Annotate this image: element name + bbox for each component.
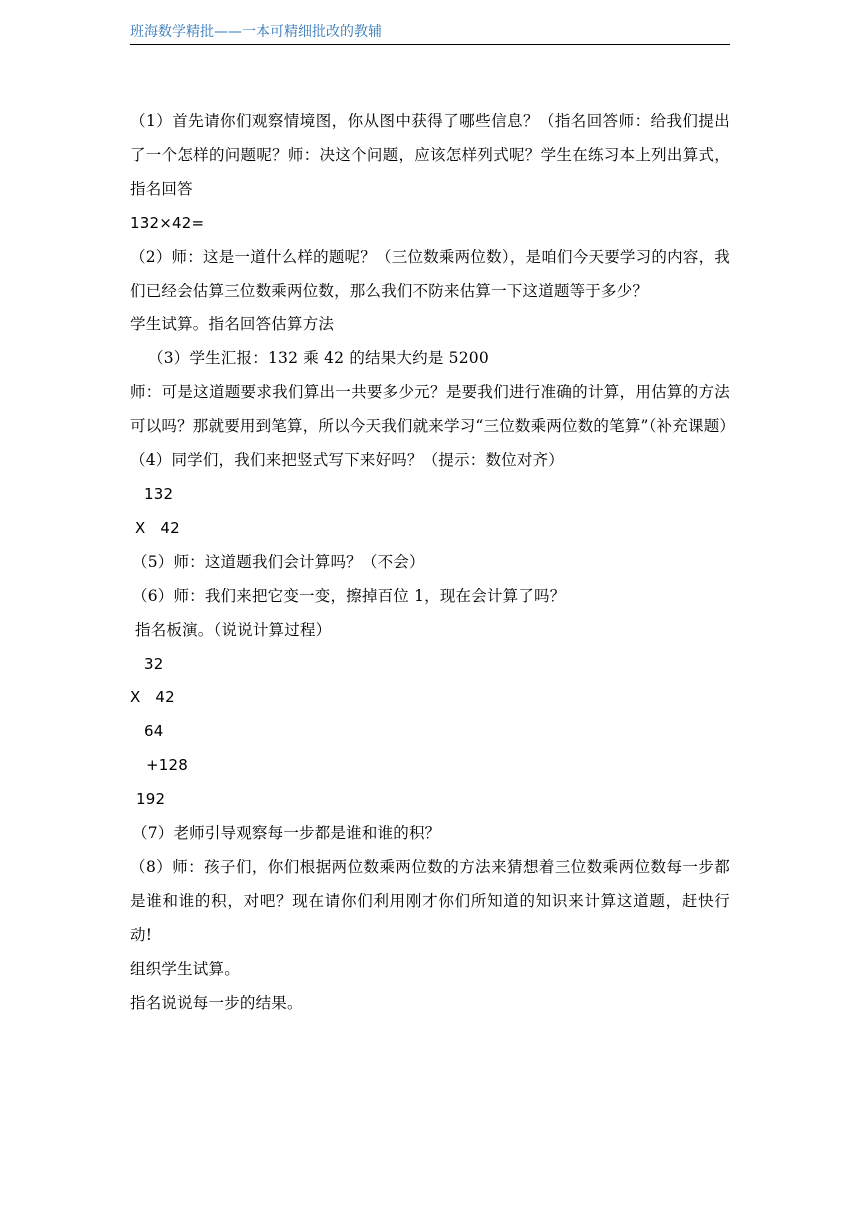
vertical-calc-2-line-2: X 42 [130, 688, 175, 707]
paragraph-estimate-trial: 学生试算。指名回答估算方法 [130, 315, 335, 334]
paragraph-step-8: （8）师：孩子们，你们根据两位数乘两位数的方法来猜想着三位数乘两位数每一步都是谁和谁的积，对吧？现在请你们利用刚才你们所知道的知识来计算这道题，赶快行动! [130, 857, 730, 944]
equation-132x42: 132×42= [130, 213, 205, 232]
paragraph-step-5: （5）师：这道题我们会计算吗？（不会） [132, 552, 425, 571]
paragraph-step-6: （6）师：我们来把它变一变，擦掉百位 1，现在会计算了吗？ [132, 586, 566, 605]
vertical-calc-2-line-1: 32 [144, 654, 164, 673]
document-body [130, 105, 736, 1020]
header-title: 班海数学精批——一本可精细批改的教辅 [130, 24, 382, 40]
vertical-calc-2-line-3: 64 [144, 722, 164, 741]
vertical-calc-2-line-4: +128 [146, 756, 188, 775]
paragraph-teacher-question: 师：可是这道题要求我们算出一共要多少元？是要我们进行准确的计算，用估算的方法可以吗？那就要用到笔算，所以今天我们就来学习“三位数乘两位数的笔算”（补充课题） [130, 383, 736, 436]
paragraph-organize-trial: 组织学生试算。 [130, 959, 240, 978]
paragraph-step-4: （4）同学们，我们来把竖式写下来好吗？（提示：数位对齐） [130, 451, 564, 470]
paragraph-step-3: （3）学生汇报：132 乘 42 的结果大约是 5200 [148, 349, 489, 368]
vertical-calc-1-line-2: X 42 [135, 518, 180, 537]
vertical-calc-1-line-1: 132 [144, 484, 174, 503]
paragraph-report-results: 指名说说每一步的结果。 [130, 993, 303, 1012]
vertical-calc-2-line-5: 192 [136, 790, 166, 809]
page-header [130, 22, 730, 45]
paragraph-step-7: （7）老师引导观察每一步都是谁和谁的积？ [132, 824, 441, 843]
paragraph-board-demo: 指名板演。（说说计算过程） [135, 620, 332, 639]
paragraph-step-2: （2）师：这是一道什么样的题呢？（三位数乘两位数），是咱们今天要学习的内容，我们已经会估算三位数乘两位数，那么我们不防来估算一下这道题等于多少？ [130, 247, 730, 300]
paragraph-step-1: （1）首先请你们观察情境图，你从图中获得了哪些信息？（指名回答师：给我们提出了一个怎样的问题呢？师：决这个问题，应该怎样列式呢？学生在练习本上列出算式，指名回答 [130, 112, 730, 198]
